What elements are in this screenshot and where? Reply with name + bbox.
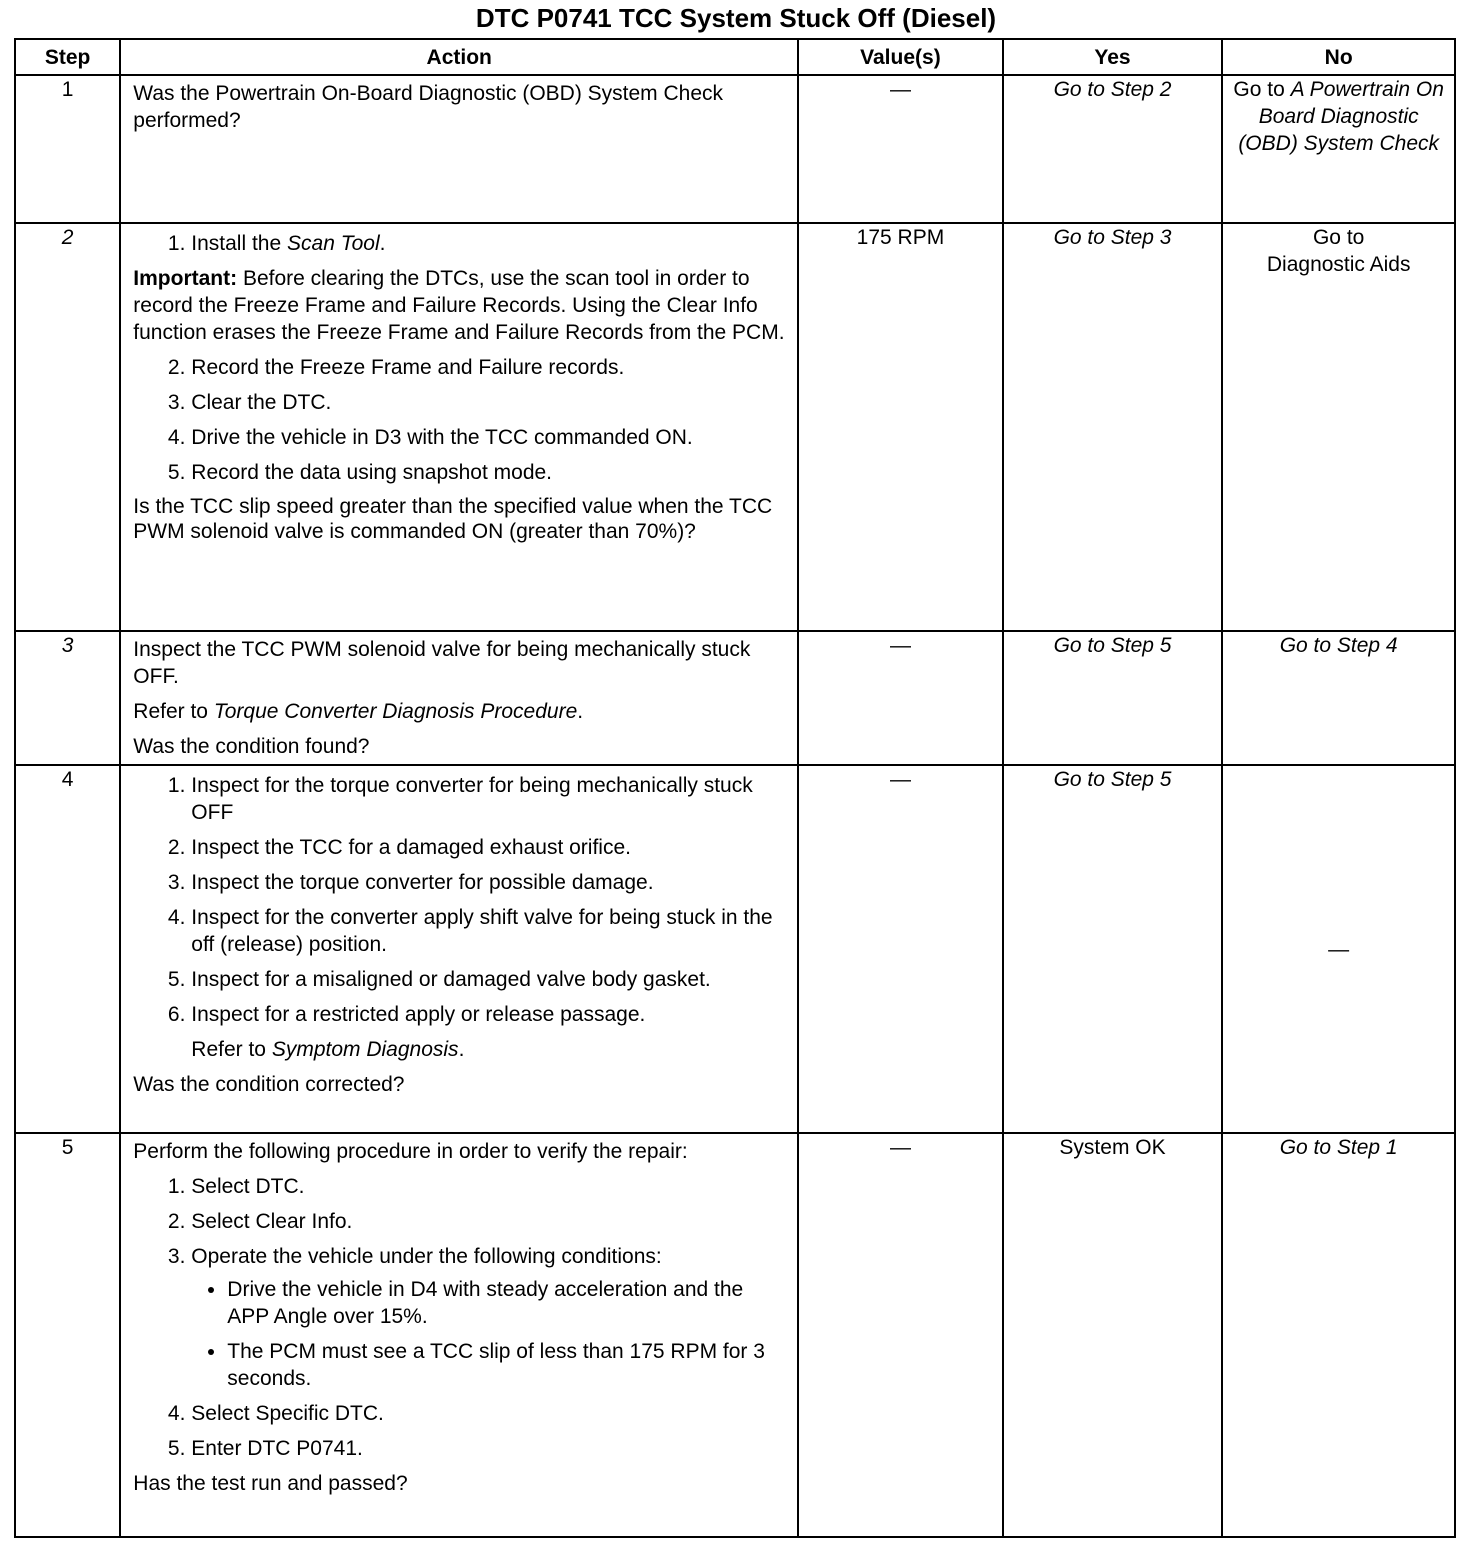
diagnostic-table bbox=[14, 38, 1456, 1538]
action-question: Was the condition found? bbox=[133, 735, 370, 758]
no-line-1: Go to bbox=[1312, 226, 1365, 249]
table-row-step-4 bbox=[15, 765, 1455, 1133]
list-item: 1. Select DTC. bbox=[191, 1173, 789, 1200]
list-item: 3. Operate the vehicle under the following conditions: • Drive the vehicle in D4 with steady acceleration and the APP Angle over 15%. • The PCM must see a TCC slip of less than 175 RPM for 3 seconds. bbox=[191, 1243, 789, 1392]
condition-list bbox=[191, 1276, 789, 1392]
list-item: 1. Inspect for the torque converter for being mechanically stuck OFF bbox=[191, 772, 789, 826]
value-cell: — bbox=[798, 765, 1003, 1133]
bullet-item: • The PCM must see a TCC slip of less than 175 RPM for 3 seconds. bbox=[227, 1338, 789, 1392]
no-line-2: Diagnostic Aids bbox=[1266, 253, 1411, 276]
step-number: 3 bbox=[15, 631, 120, 765]
action-cell bbox=[120, 223, 798, 631]
value-cell: — bbox=[798, 1133, 1003, 1537]
yes-cell bbox=[1003, 1133, 1223, 1537]
yes-cell bbox=[1003, 631, 1223, 765]
no-cell: — bbox=[1222, 765, 1455, 1133]
action-intro: Perform the following procedure in order to verify the repair: bbox=[133, 1140, 688, 1163]
list-item: 4. Inspect for the converter apply shift valve for being stuck in the off (release) position. bbox=[191, 904, 789, 958]
table-row-step-3 bbox=[15, 631, 1455, 765]
no-cell bbox=[1222, 1133, 1455, 1537]
no-cell bbox=[1222, 223, 1455, 631]
yes-cell bbox=[1003, 765, 1223, 1133]
list-item: 2. Inspect the TCC for a damaged exhaust orifice. bbox=[191, 834, 789, 861]
step-number: 5 bbox=[15, 1133, 120, 1537]
list-item: 5. Enter DTC P0741. bbox=[191, 1435, 789, 1462]
yes-text: Go to Step 5 bbox=[1053, 768, 1172, 791]
list-item: 2. Record the Freeze Frame and Failure records. bbox=[191, 354, 789, 381]
list-item: 4. Drive the vehicle in D3 with the TCC commanded ON. bbox=[191, 424, 789, 451]
list-item: 1. Install the Scan Tool. bbox=[191, 230, 789, 257]
action-list bbox=[133, 230, 789, 257]
action-question: Is the TCC slip speed greater than the specified value when the TCC PWM solenoid valve is commanded ON (greater than 70%)? bbox=[133, 495, 773, 543]
refer-line: Refer to Symptom Diagnosis. bbox=[191, 1038, 465, 1061]
no-cell bbox=[1222, 75, 1455, 223]
no-prefix: Go to bbox=[1233, 78, 1285, 101]
yes-text: Go to Step 2 bbox=[1053, 78, 1172, 101]
action-list bbox=[133, 1400, 789, 1462]
step-number: 1 bbox=[15, 75, 120, 223]
important-note: Important: Before clearing the DTCs, use the scan tool in order to record the Freeze Frame and Failure Records. Using the Clear Info function erases the Freeze Frame and Failure Records from the PCM. bbox=[133, 267, 785, 344]
header-action: Action bbox=[120, 39, 798, 75]
action-text: Was the Powertrain On-Board Diagnostic (OBD) System Check performed? bbox=[133, 82, 724, 132]
refer-line: Refer to Torque Converter Diagnosis Procedure. bbox=[133, 700, 584, 723]
list-item: 4. Select Specific DTC. bbox=[191, 1400, 789, 1427]
value-cell: — bbox=[798, 75, 1003, 223]
table-row-step-2 bbox=[15, 223, 1455, 631]
step-number: 2 bbox=[15, 223, 120, 631]
yes-cell bbox=[1003, 223, 1223, 631]
action-cell bbox=[120, 1133, 798, 1537]
header-values: Value(s) bbox=[798, 39, 1003, 75]
action-list bbox=[133, 772, 789, 1028]
action-cell bbox=[120, 765, 798, 1133]
yes-text: Go to Step 3 bbox=[1053, 226, 1172, 249]
action-cell bbox=[120, 75, 798, 223]
no-text: Go to Step 1 bbox=[1279, 1136, 1398, 1159]
table-row-step-1 bbox=[15, 75, 1455, 223]
action-list bbox=[133, 354, 789, 486]
bullet-item: • Drive the vehicle in D4 with steady acceleration and the APP Angle over 15%. bbox=[227, 1276, 789, 1330]
header-yes: Yes bbox=[1003, 39, 1223, 75]
value-cell: — bbox=[798, 631, 1003, 765]
document-title: DTC P0741 TCC System Stuck Off (Diesel) bbox=[475, 3, 997, 33]
list-item: 3. Inspect the torque converter for possible damage. bbox=[191, 869, 789, 896]
header-no: No bbox=[1222, 39, 1455, 75]
action-list bbox=[133, 1173, 789, 1392]
no-cell bbox=[1222, 631, 1455, 765]
list-item: 6. Inspect for a restricted apply or release passage. bbox=[191, 1001, 789, 1028]
yes-text: System OK bbox=[1059, 1136, 1166, 1159]
header-step: Step bbox=[15, 39, 120, 75]
table-row-step-5 bbox=[15, 1133, 1455, 1537]
list-item: 5. Record the data using snapshot mode. bbox=[191, 459, 789, 486]
yes-cell bbox=[1003, 75, 1223, 223]
yes-text: Go to Step 5 bbox=[1053, 634, 1172, 657]
step-number: 4 bbox=[15, 765, 120, 1133]
action-cell bbox=[120, 631, 798, 765]
list-item: 3. Clear the DTC. bbox=[191, 389, 789, 416]
no-reference: A Powertrain On Board Diagnostic (OBD) System Check bbox=[1238, 78, 1444, 155]
action-question: Was the condition corrected? bbox=[133, 1073, 405, 1096]
table-header-row bbox=[15, 39, 1455, 75]
list-item: 5. Inspect for a misaligned or damaged valve body gasket. bbox=[191, 966, 789, 993]
list-item: 2. Select Clear Info. bbox=[191, 1208, 789, 1235]
no-text: Go to Step 4 bbox=[1279, 634, 1398, 657]
action-question: Has the test run and passed? bbox=[133, 1472, 408, 1495]
action-text: Inspect the TCC PWM solenoid valve for being mechanically stuck OFF. bbox=[133, 638, 751, 688]
value-cell: 175 RPM bbox=[798, 223, 1003, 631]
